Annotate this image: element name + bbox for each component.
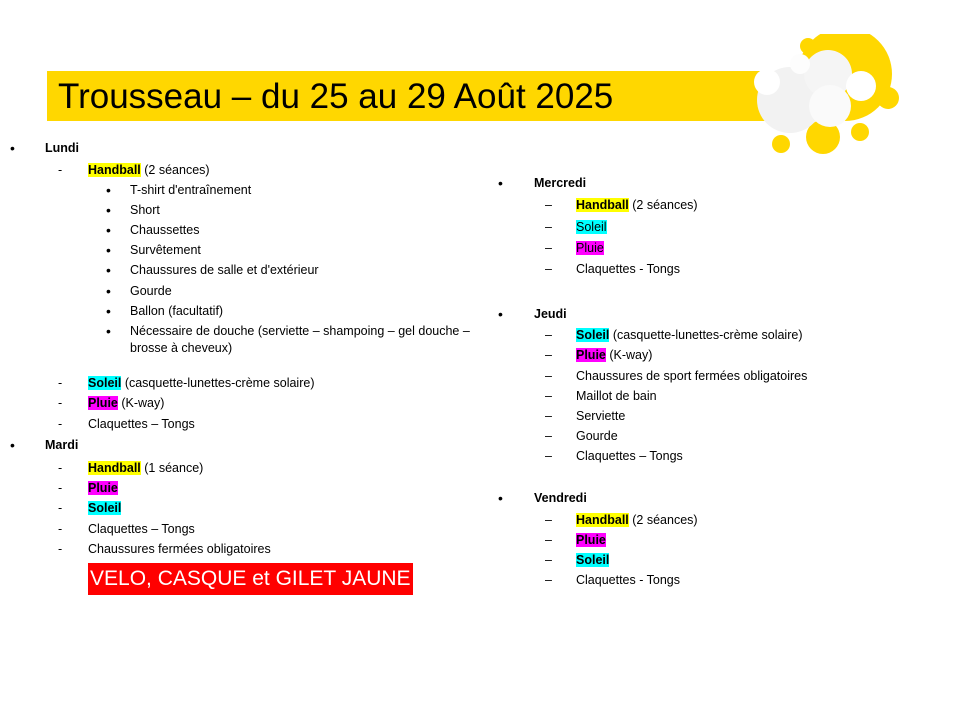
bullet: • [106,222,111,238]
bullet: • [106,262,111,278]
vendredi-handball: Handball (2 séances) [576,513,698,527]
mardi-soleil [88,500,121,516]
vendredi-soleil [576,552,609,568]
list-item: Maillot de bain [576,389,657,403]
dash: – [545,262,552,276]
dash: – [545,220,552,234]
list-item: T-shirt d'entraînement [130,183,252,197]
list-item-continued: brosse à cheveux) [130,341,233,355]
jeudi-soleil: Soleil (casquette-lunettes-crème solaire) [576,328,803,342]
list-item: Survêtement [130,243,201,257]
bullet: • [10,140,15,156]
vendredi-claquettes: Claquettes - Tongs [576,573,680,587]
list-item: Claquettes – Tongs [576,449,683,463]
handball-label: Handball [88,163,141,177]
dash: – [545,369,552,383]
bullet: • [10,437,15,453]
hyphen: - [58,542,63,556]
list-item: Chaussures de salle et d'extérieur [130,263,319,277]
hyphen: - [58,396,63,410]
mercredi-pluie [576,240,604,256]
soleil-label: Soleil [88,376,122,390]
day-lundi: Lundi [45,141,80,155]
list-item: Gourde [576,429,618,443]
list-item: Ballon (facultatif) [130,304,224,318]
bullet: • [106,182,111,198]
hyphen: - [58,481,63,495]
bullet: • [106,202,111,218]
handball-label: Handball [576,198,629,212]
soleil-label: Soleil [576,220,607,234]
mardi-pluie [88,480,118,496]
day-jeudi: Jeudi [534,307,567,321]
hyphen: - [58,522,63,536]
dash: – [545,429,552,443]
hyphen: - [58,163,63,177]
list-item: Gourde [130,284,172,298]
pluie-label: Pluie [88,396,118,410]
jeudi-pluie: Pluie (K-way) [576,348,653,362]
list-item: Nécessaire de douche (serviette – shampoing – gel douche – [130,324,470,338]
lundi-claquettes: Claquettes – Tongs [88,417,195,431]
dash: – [545,513,552,527]
list-item: Chaussures de sport fermées obligatoires [576,369,808,383]
lundi-handball: Handball (2 séances) [88,163,210,177]
mercredi-soleil [576,219,607,235]
bullet: • [498,175,503,191]
dash: – [545,409,552,423]
mercredi-claquettes: Claquettes - Tongs [576,262,680,276]
decorative-bubbles [740,34,960,154]
dash: – [545,389,552,403]
bullet: • [498,490,503,506]
dash: – [545,198,552,212]
bullet: • [106,323,111,339]
pluie-label: Pluie [576,241,604,255]
mercredi-handball: Handball (2 séances) [576,198,698,212]
dash: – [545,449,552,463]
soleil-label: Soleil [88,501,122,515]
dash: – [545,553,552,567]
dash: – [545,533,552,547]
list-item: Chaussettes [130,223,200,237]
lundi-pluie: Pluie (K-way) [88,396,165,410]
soleil-label: Soleil [576,328,610,342]
pluie-label: Pluie [576,533,606,547]
day-vendredi: Vendredi [534,491,587,505]
mardi-claquettes: Claquettes – Tongs [88,522,195,536]
handball-label: Handball [88,461,141,475]
dash: – [545,348,552,362]
page-title: Trousseau – du 25 au 29 Août 2025 [58,77,614,116]
vendredi-pluie [576,532,606,548]
hyphen: - [58,417,63,431]
day-mardi: Mardi [45,438,79,452]
dash: – [545,241,552,255]
list-item: Serviette [576,409,626,423]
hyphen: - [58,376,63,390]
list-item: Short [130,203,160,217]
pluie-label: Pluie [88,481,118,495]
lundi-soleil: Soleil (casquette-lunettes-crème solaire) [88,376,315,390]
bullet: • [106,303,111,319]
dash: – [545,328,552,342]
mardi-handball: Handball (1 séance) [88,461,204,475]
bullet: • [106,242,111,258]
day-mercredi: Mercredi [534,176,587,190]
soleil-label: Soleil [576,553,610,567]
velo-notice: VELO, CASQUE et GILET JAUNE [88,563,413,595]
hyphen: - [58,461,63,475]
bullet: • [498,306,503,322]
hyphen: - [58,501,63,515]
handball-label: Handball [576,513,629,527]
pluie-label: Pluie [576,348,606,362]
dash: – [545,573,552,587]
mardi-chaussures: Chaussures fermées obligatoires [88,542,271,556]
bullet: • [106,283,111,299]
